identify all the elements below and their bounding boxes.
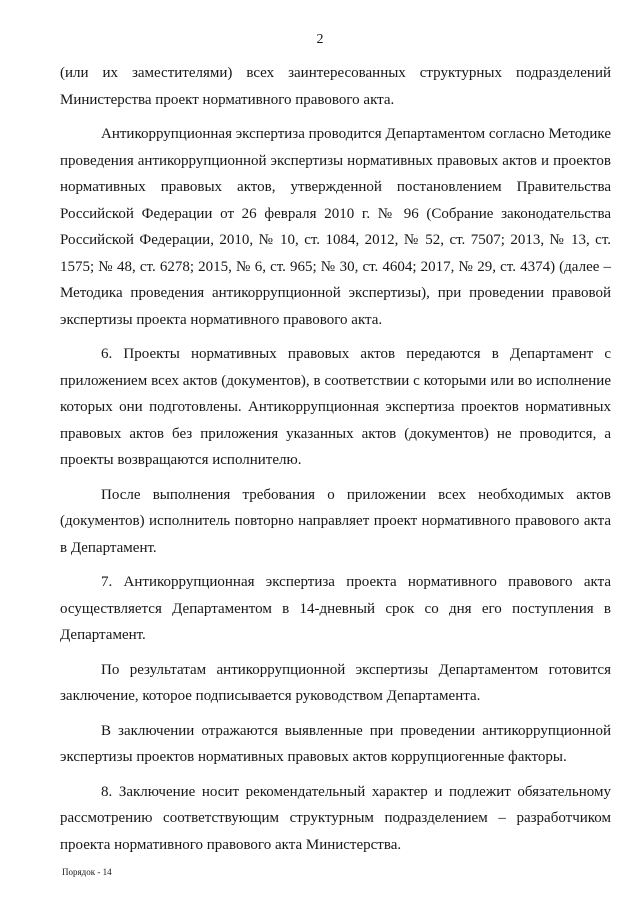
page-number: 2 — [316, 32, 324, 47]
paragraph-continuation: (или их заместителями) всех заинтересованных структурных подразделений Министерства проект нормативного правового акта. — [60, 65, 611, 108]
paragraph-item-7: 7. Антикоррупционная экспертиза проекта нормативного правового акта осуществляется Департаментом в 14-дневный срок со дня его поступления в Департамент. — [60, 574, 611, 643]
paragraph-conclusion-contents: В заключении отражаются выявленные при проведении антикоррупционной экспертизы проектов нормативных правовых актов коррупциогенные факторы. — [60, 722, 611, 765]
footer-label: Порядок - 14 — [62, 867, 112, 877]
paragraph-item-6: 6. Проекты нормативных правовых актов передаются в Департамент с приложением всех актов (документов), в соответствии с которыми или во исполнение которых они подготовлены. Антикоррупционная экспертиза проектов нормативных правовых актов без приложения указанных актов (документов) не проводится, а проекты возвращаются исполнителю. — [60, 346, 611, 468]
paragraph-resubmission: После выполнения требования о приложении всех необходимых актов (документов) исполнитель повторно направляет проект нормативного правового акта в Департамент. — [60, 486, 611, 556]
document-body — [60, 60, 611, 858]
paragraph-expertise-method: Антикоррупционная экспертиза проводится Департаментом согласно Методике проведения антикоррупционной экспертизы нормативных правовых актов и проектов нормативных правовых актов, утвержденной постановлением Правительства Российской Федерации от 26 февраля 2010 г. № 96 (Собрание законодательства Российской Федерации, 2010, № 10, ст. 1084, 2012, № 52, ст. 7507; 2013, № 13, ст. 1575; № 48, ст. 6278; 2015, № 6, ст. 965; № 30, ст. 4604; 2017, № 29, ст. 4374) (далее – Методика проведения антикоррупционной экспертизы), при проведении правовой экспертизы проекта нормативного правового акта. — [60, 126, 611, 328]
paragraph-item-8: 8. Заключение носит рекомендательный характер и подлежит обязательному рассмотрению соответствующим структурным подразделением – разработчиком проекта нормативного правового акта Министерства. — [60, 783, 611, 853]
paragraph-conclusion-prepared: По результатам антикоррупционной экспертизы Департаментом готовится заключение, которое подписывается руководством Департамента. — [60, 661, 611, 704]
